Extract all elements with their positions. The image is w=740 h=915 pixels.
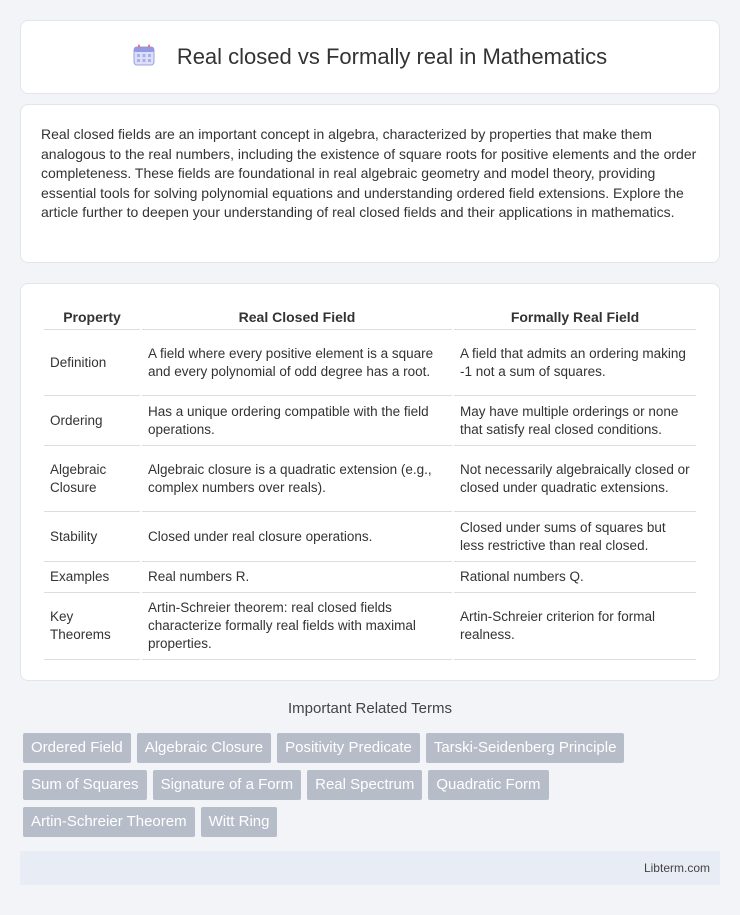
table-header-row: [44, 304, 696, 330]
property-cell: Key Theorems: [44, 593, 140, 660]
real-closed-cell: Closed under real closure operations.: [142, 512, 452, 562]
table-row: [44, 593, 696, 660]
related-terms-title: Important Related Terms: [288, 700, 452, 717]
formally-real-cell: Rational numbers Q.: [454, 562, 696, 593]
table-row: [44, 396, 696, 446]
related-term-tag[interactable]: Ordered Field: [23, 733, 131, 763]
page-title: Real closed vs Formally real in Mathematics: [176, 44, 608, 69]
column-header: Real Closed Field: [142, 304, 452, 330]
real-closed-cell: Algebraic closure is a quadratic extension (e.g., complex numbers over reals).: [142, 446, 452, 512]
column-header: Formally Real Field: [454, 304, 696, 330]
property-cell: Examples: [44, 562, 140, 593]
formally-real-cell: May have multiple orderings or none that satisfy real closed conditions.: [454, 396, 696, 446]
column-header: Property: [44, 304, 140, 330]
intro-card: [20, 104, 720, 263]
related-term-tag[interactable]: Positivity Predicate: [277, 733, 420, 763]
property-cell: Definition: [44, 330, 140, 396]
table-row: [44, 330, 696, 396]
footer: [20, 851, 720, 885]
formally-real-cell: Artin-Schreier criterion for formal realness.: [454, 593, 696, 660]
formally-real-cell: Not necessarily algebraically closed or closed under quadratic extensions.: [454, 446, 696, 512]
comparison-card: [20, 283, 720, 681]
table-row: [44, 512, 696, 562]
related-term-tag[interactable]: Quadratic Form: [428, 770, 548, 800]
table-row: [44, 446, 696, 512]
related-term-tag[interactable]: Algebraic Closure: [137, 733, 271, 763]
property-cell: Stability: [44, 512, 140, 562]
property-cell: Ordering: [44, 396, 140, 446]
real-closed-cell: Artin-Schreier theorem: real closed fields characterize formally real fields with maximal properties.: [142, 593, 452, 660]
formally-real-cell: Closed under sums of squares but less restrictive than real closed.: [454, 512, 696, 562]
related-term-tag[interactable]: Tarski-Seidenberg Principle: [426, 733, 625, 763]
formally-real-cell: A field that admits an ordering making -1 not a sum of squares.: [454, 330, 696, 396]
real-closed-cell: Real numbers R.: [142, 562, 452, 593]
intro-text: Real closed fields are an important concept in algebra, characterized by properties that make them analogous to the real numbers, including the existence of square roots for positive elements and the order completeness. These fields are foundational in real algebraic geometry and model theory, providing essential tools for solving polynomial equations and understanding ordered field extensions. Explore the article further to deepen your understanding of real closed fields and their applications in mathematics.: [41, 126, 697, 220]
footer-site-link[interactable]: Libterm.com: [643, 861, 710, 875]
related-term-tag[interactable]: Witt Ring: [201, 807, 278, 837]
property-cell: Algebraic Closure: [44, 446, 140, 512]
related-terms-list: [23, 733, 723, 837]
comparison-table: [42, 304, 698, 660]
calendar-icon: [133, 44, 155, 71]
related-term-tag[interactable]: Artin-Schreier Theorem: [23, 807, 195, 837]
related-term-tag[interactable]: Sum of Squares: [23, 770, 147, 800]
real-closed-cell: Has a unique ordering compatible with the field operations.: [142, 396, 452, 446]
related-term-tag[interactable]: Real Spectrum: [307, 770, 422, 800]
header-card: [20, 20, 720, 94]
real-closed-cell: A field where every positive element is a square and every polynomial of odd degree has a root.: [142, 330, 452, 396]
related-term-tag[interactable]: Signature of a Form: [153, 770, 302, 800]
table-row: [44, 562, 696, 593]
